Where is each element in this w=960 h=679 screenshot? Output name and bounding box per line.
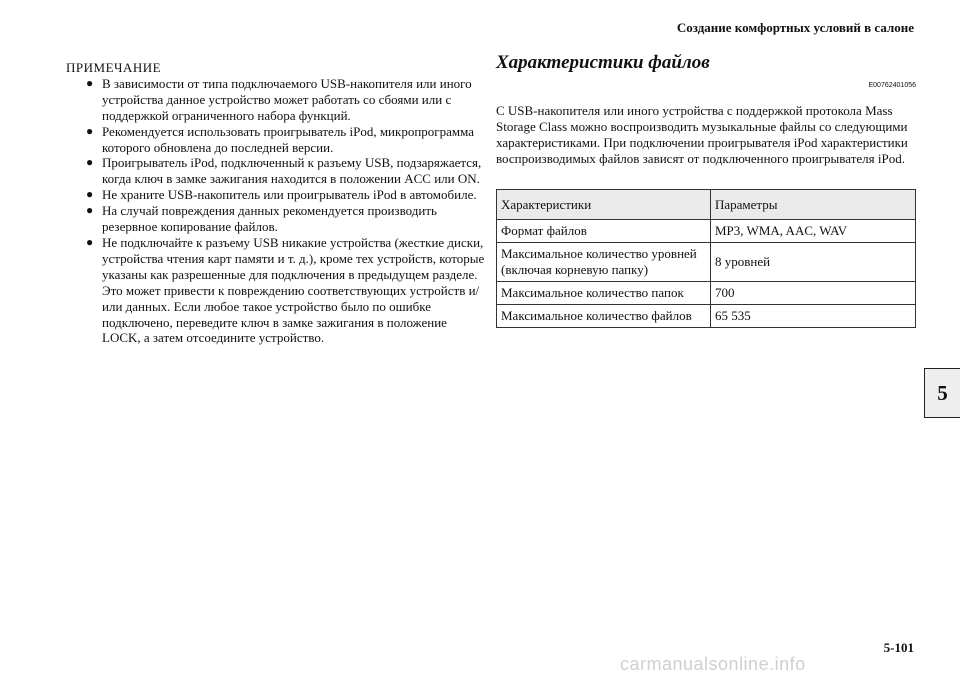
- table-cell: 8 уровней: [711, 243, 916, 282]
- bullet-icon: ●: [86, 123, 94, 138]
- table-row: [497, 220, 916, 243]
- section-intro: С USB-накопителя или иного устройства с поддержкой протокола Mass Storage Class можно воспроизводить музыкальные файлы со следующими характеристиками. При подключении проигрывателя iPod характеристики воспроизводимых файлов зависят от подключенного проигрывателя iPod.: [496, 103, 908, 166]
- table-cell: 65 535: [711, 305, 916, 328]
- table-cell: MP3, WMA, AAC, WAV: [711, 220, 916, 243]
- note-item: [66, 235, 486, 346]
- note-item: [66, 124, 486, 156]
- chapter-tab: 5: [924, 368, 960, 418]
- note-item-text: Проигрыватель iPod, подключенный к разъему USB, подзаряжается, когда ключ в замке зажигания находится в положении ACC или ON.: [102, 155, 482, 187]
- bullet-icon: ●: [86, 203, 94, 218]
- bullet-icon: ●: [86, 187, 94, 202]
- note-heading: ПРИМЕЧАНИЕ: [66, 60, 162, 75]
- table-row: [497, 305, 916, 328]
- table-header-cell: Характеристики: [497, 190, 711, 220]
- bullet-icon: ●: [86, 75, 94, 90]
- note-item: [66, 203, 486, 235]
- table-cell: Формат файлов: [497, 220, 711, 243]
- section-title: Характеристики файлов: [496, 52, 710, 73]
- note-item-text: Не храните USB-накопитель или проигрыватель iPod в автомобиле.: [102, 187, 477, 203]
- file-spec-table: [496, 189, 916, 328]
- note-item: [66, 76, 486, 124]
- note-item-text: На случай повреждения данных рекомендуется производить резервное копирование файлов.: [102, 203, 437, 235]
- table-header-row: [497, 190, 916, 220]
- note-item: [66, 187, 486, 203]
- bullet-icon: ●: [86, 234, 94, 249]
- note-item-text: Не подключайте к разъему USB никакие устройства (жесткие диски, устройства чтения карт памяти и т. д.), кроме тех устройств, которые указаны как разрешенные для подключения в предыдущем разделе. Это может привести к повреждению соответствующих устройств и/или данных. Если любое такое устройство было по ошибке подключено, переведите ключ в замке зажигания в положение LOCK, а затем отсоедините устройство.: [102, 234, 485, 346]
- running-header: Создание комфортных условий в салоне: [676, 20, 914, 35]
- note-list: [66, 76, 486, 346]
- table-cell: Максимальное количество уровней (включая корневую папку): [497, 243, 711, 282]
- table-cell: 700: [711, 282, 916, 305]
- table-row: [497, 282, 916, 305]
- note-item: [66, 155, 486, 187]
- table-row: [497, 243, 916, 282]
- note-item-text: В зависимости от типа подключаемого USB-накопителя или иного устройства данное устройство может работать со сбоями или с поддержкой ограниченного набора функций.: [102, 75, 472, 123]
- section-code: E00762401056: [868, 82, 916, 89]
- note-block: [66, 60, 486, 346]
- note-item-text: Рекомендуется использовать проигрыватель iPod, микропрограмма которого обновлена до последней версии.: [102, 123, 475, 155]
- page-number: 5-101: [883, 640, 914, 655]
- table-header-cell: Параметры: [711, 190, 916, 220]
- table-cell: Максимальное количество папок: [497, 282, 711, 305]
- watermark: carmanualsonline.info: [620, 654, 806, 674]
- file-spec-section: [496, 52, 916, 328]
- table-cell: Максимальное количество файлов: [497, 305, 711, 328]
- bullet-icon: ●: [86, 155, 94, 170]
